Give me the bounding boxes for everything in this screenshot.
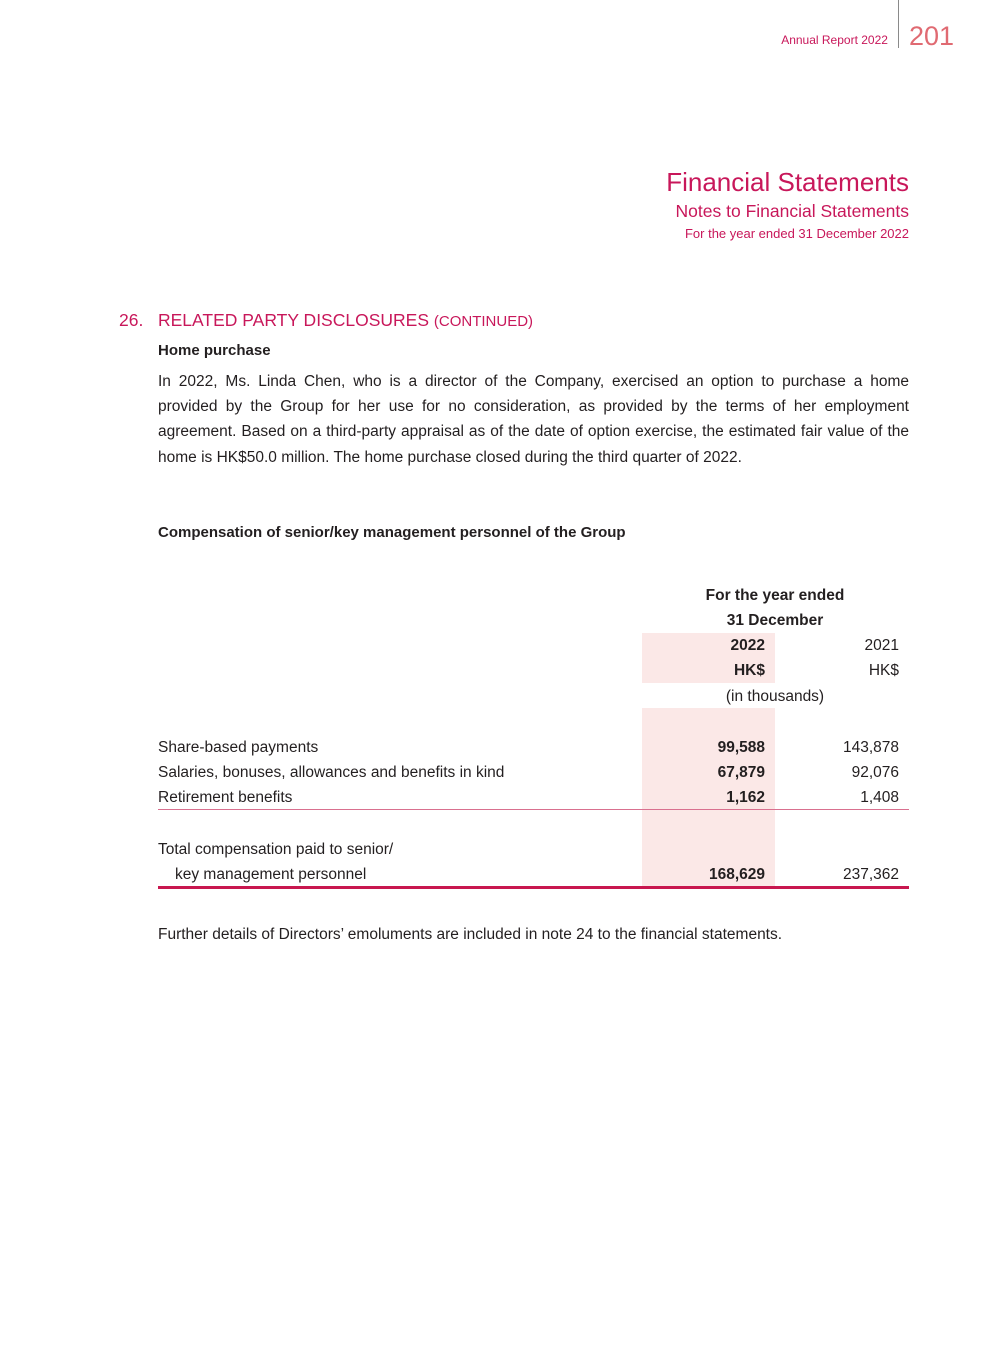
row-value-2021: 1,408 [860,789,899,806]
units-label: (in thousands) [725,688,825,705]
note-continued: (CONTINUED) [433,313,534,330]
period-header-line1: For the year ended [705,587,845,604]
section-title: Financial Statements [666,167,909,197]
period-header-line2: 31 December [726,612,824,629]
column-currency-2022: HK$ [733,662,765,679]
header-divider [898,0,899,48]
total-label-line2: key management personnel [175,866,367,883]
row-value-2021: 143,878 [842,739,899,756]
column-year-2022: 2022 [730,637,765,654]
column-currency-2021: HK$ [868,662,899,679]
page-number: 201 [908,21,954,51]
report-label: Annual Report 2022 [781,33,888,47]
row-value-2022: 67,879 [717,764,765,781]
note-title [119,310,533,331]
home-purchase-paragraph: In 2022, Ms. Linda Chen, who is a director of the Company, exercised an option to purchase a home provided by the Group for her use for no consideration, as provided by the terms of her employment agreement. Based on a third-party appraisal as of the date of option exercise, the estimated fair value of the home is HK$50.0 million. The home purchase closed during the third quarter of 2022. [158,373,909,466]
total-value-2022: 168,629 [708,866,765,883]
subtotal-rule [158,809,909,810]
row-value-2021: 92,076 [851,764,899,781]
total-rule [158,886,909,889]
compensation-heading: Compensation of senior/key management personnel of the Group [158,524,626,541]
section-subtitle: Notes to Financial Statements [675,201,909,221]
row-label: Salaries, bonuses, allowances and benefits in kind [158,764,505,781]
row-value-2022: 1,162 [726,789,765,806]
row-label: Share-based payments [158,739,319,756]
running-head [781,0,954,52]
footnote: Further details of Directors’ emoluments are included in note 24 to the financial statements. [158,926,783,943]
note-number: 26. [119,310,144,330]
section-header [666,166,909,244]
column-year-2021: 2021 [864,637,899,654]
total-label-line1: Total compensation paid to senior/ [158,841,394,858]
section-period: For the year ended 31 December 2022 [684,226,909,241]
note-heading: RELATED PARTY DISCLOSURES [158,310,430,330]
total-value-2021: 237,362 [842,866,899,883]
row-value-2022: 99,588 [717,739,765,756]
row-label: Retirement benefits [158,789,293,806]
home-purchase-heading: Home purchase [158,342,271,359]
